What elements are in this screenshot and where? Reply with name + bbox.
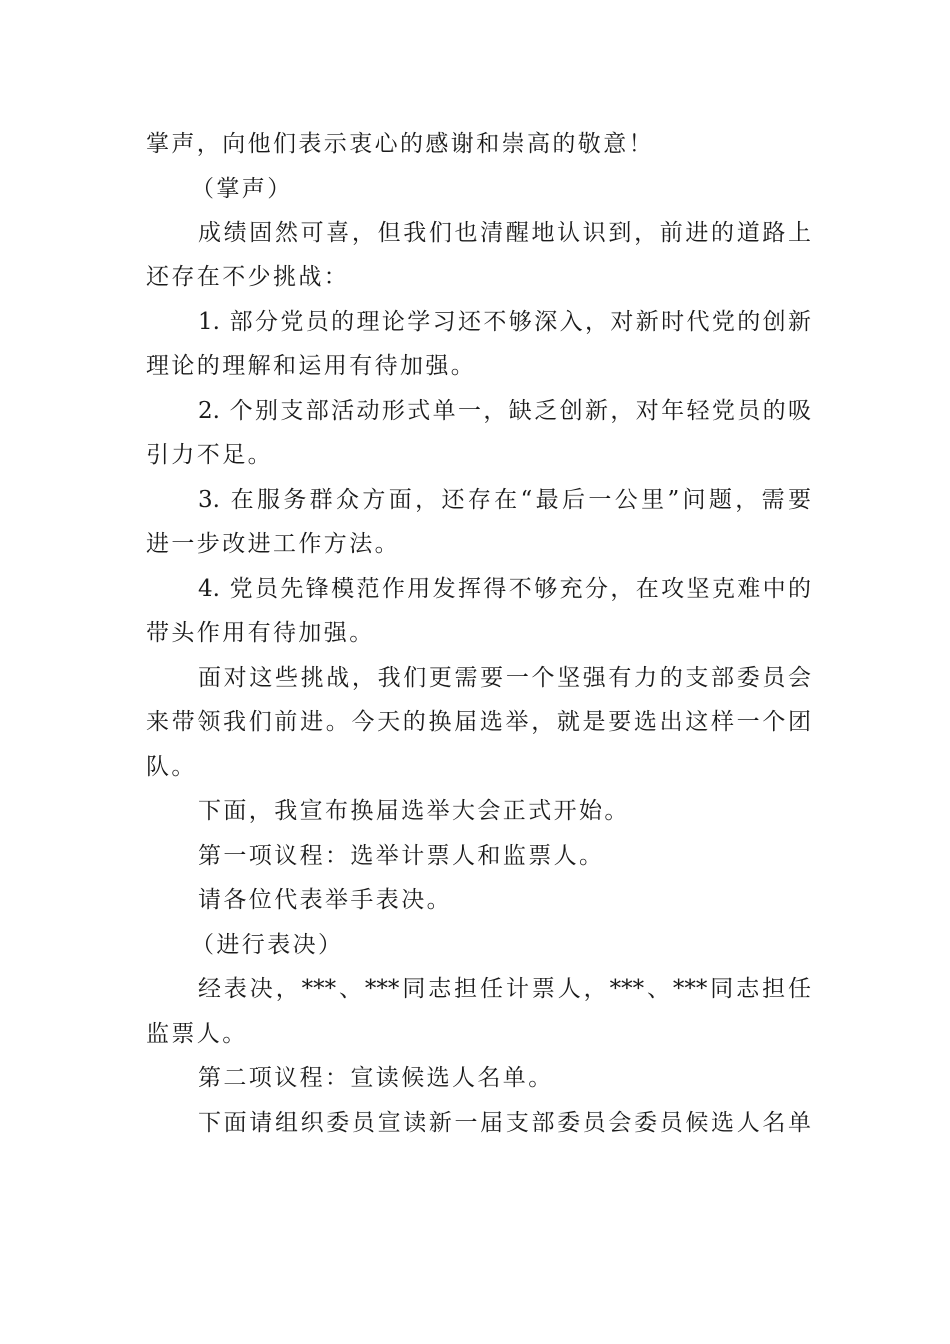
text-line-6: 理论的理解和运用有待加强。 bbox=[146, 353, 477, 379]
text-line-19: （进行表决） bbox=[191, 932, 344, 958]
text-line-9: 3. 在服务群众方面，还存在“最后一公里”问题，需要 bbox=[198, 487, 811, 513]
text-line-4: 还存在不少挑战： bbox=[146, 264, 350, 290]
text-line-15: 队。 bbox=[146, 754, 197, 780]
text-line-13: 面对这些挑战，我们更需要一个坚强有力的支部委员会 bbox=[198, 665, 811, 691]
text-line-16: 下面，我宣布换届选举大会正式开始。 bbox=[198, 798, 630, 824]
text-line-12: 带头作用有待加强。 bbox=[146, 620, 375, 646]
text-line-10: 进一步改进工作方法。 bbox=[146, 531, 400, 557]
text-line-21: 监票人。 bbox=[146, 1021, 248, 1047]
text-line-5: 1. 部分党员的理论学习还不够深入，对新时代党的创新 bbox=[198, 309, 811, 335]
text-line-2: （掌声） bbox=[191, 176, 293, 202]
text-line-3: 成绩固然可喜，但我们也清醒地认识到，前进的道路上 bbox=[198, 220, 811, 246]
text-line-7: 2. 个别支部活动形式单一，缺乏创新，对年轻党员的吸 bbox=[198, 398, 811, 424]
text-line-23: 下面请组织委员宣读新一届支部委员会委员候选人名单 bbox=[198, 1110, 811, 1136]
text-line-22: 第二项议程：宣读候选人名单。 bbox=[198, 1065, 554, 1091]
text-line-14: 来带领我们前进。今天的换届选举，就是要选出这样一个团 bbox=[146, 709, 811, 735]
text-line-17: 第一项议程：选举计票人和监票人。 bbox=[198, 843, 605, 869]
text-line-1: 掌声，向他们表示衷心的感谢和崇高的敬意！ bbox=[146, 131, 654, 157]
text-line-11: 4. 党员先锋模范作用发挥得不够充分，在攻坚克难中的 bbox=[198, 576, 811, 602]
text-line-20: 经表决，***、***同志担任计票人，***、***同志担任 bbox=[198, 976, 811, 1002]
text-line-8: 引力不足。 bbox=[146, 442, 273, 468]
text-line-18: 请各位代表举手表决。 bbox=[198, 887, 452, 913]
